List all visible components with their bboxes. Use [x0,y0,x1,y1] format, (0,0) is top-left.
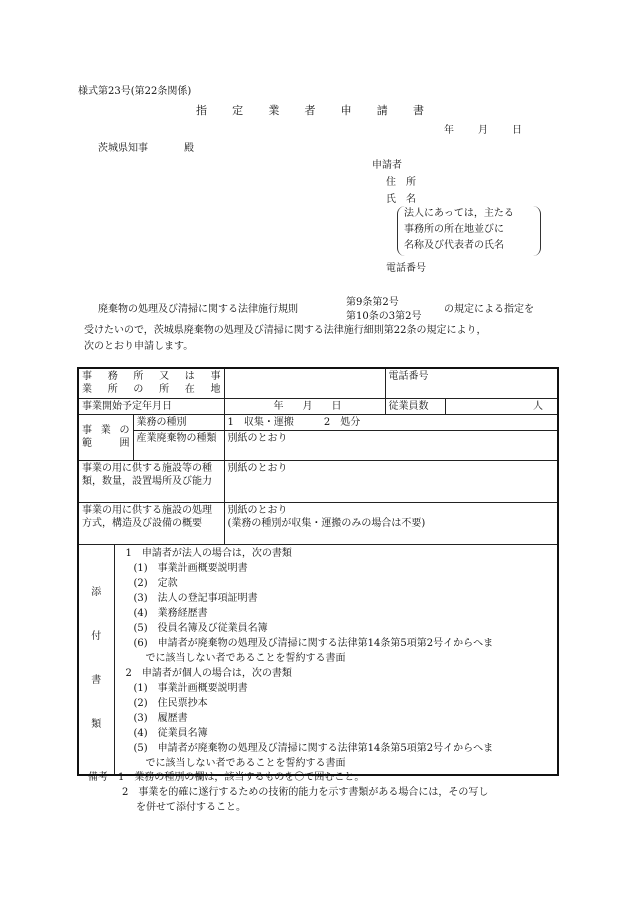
paragraph-law: 廃棄物の処理及び清掃に関する法律施行規則 [98,304,298,315]
attachment-item: (5) 申請者が廃棄物の処理及び清掃に関する法律第14条第5項第2号イからへま [133,742,494,754]
business-type-options[interactable]: 1 収集・運搬 2 処分 [224,414,558,430]
paragraph-line-2: 受けたいので，茨城県廃棄物の処理及び清掃に関する法律施行細則第22条の規定により， [84,325,487,336]
addressee: 茨城県知事 殿 [98,143,194,154]
start-date-field[interactable]: 年 月 日 [224,398,385,414]
attachment-item: (3) 法人の登記事項証明書 [133,592,258,604]
attachments-list [114,544,558,775]
attachment-item: (5) 役員名簿及び従業員名簿 [133,622,268,634]
start-date-label: 事業開始予定年月日 [78,398,224,414]
attachment-item: (1) 事業計画概要説明書 [133,562,248,574]
processing-method-label: 事業の用に供する施設の処理方式，構造及び設備の概要 [78,502,224,544]
applicant-label: 申請者 [372,160,402,171]
facility-value: 別紙のとおり [224,460,558,502]
office-address-label: 事 務 所 又 は 事 業 所 の 所 在 地 [78,368,224,398]
attachment-item: (6) 申請者が廃棄物の処理及び清掃に関する法律第14条第5項第2号イからへま [133,637,494,649]
attachment-item: でに該当しない者であることを誓約する書面 [145,757,346,769]
form-code: 様式第23号(第22条関係) [78,86,192,97]
address-label: 住 所 [386,177,416,188]
attachment-item: (1) 事業計画概要説明書 [133,682,248,694]
attachment-item: でに該当しない者であることを誓約する書面 [145,652,346,664]
attachments-label: 添 付 書 類 [78,544,114,775]
employees-field[interactable]: 人 [445,398,558,414]
right-paren [528,206,541,256]
document-title: 指 定 業 者 申 請 書 [196,104,424,117]
paragraph-articles: 第9条第2号 第10条の3第2号 [346,297,422,322]
attachment-item: (2) 定款 [133,577,178,589]
processing-method-value: 別紙のとおり (業務の種別が収集・運搬のみの場合は不要) [224,502,558,544]
attachment-item: 2 申請者が個人の場合は，次の書類 [125,667,292,679]
attachment-item: 1 申請者が法人の場合は，次の書類 [125,547,292,559]
office-phone-field[interactable]: 電話番号 [385,368,558,398]
attachment-item: (2) 住民票抄本 [133,697,208,709]
phone-label: 電話番号 [386,263,426,274]
date-line: 年 月 日 [444,125,522,136]
office-address-field[interactable] [224,368,385,398]
waste-type-label: 産業廃棄物の種類 [133,430,224,460]
attachment-item: (3) 履歴書 [133,712,188,724]
facility-label: 事業の用に供する施設等の種類，数量，設置場所及び能力 [78,460,224,502]
business-type-label: 業務の種別 [133,414,224,430]
employees-label: 従業員数 [385,398,445,414]
paragraph-line-3: 次のとおり申請します。 [84,341,194,352]
notes: 備考 1 業務の種別の欄は，該当するものを〇で囲むこと。 2 事業を的確に遂行するための技術的能力を示す書類がある場合には，その写し を併せて添付すること。 [88,772,489,813]
waste-type-value: 別紙のとおり [224,430,558,460]
business-scope-label: 事 業 の 範 囲 [78,414,133,460]
application-table [77,367,559,776]
attachment-item: (4) 従業員名簿 [133,727,208,739]
name-label: 氏 名 [386,194,416,205]
paragraph-tail: の規定による指定を [444,304,534,315]
corporate-note: 法人にあっては，主たる 事務所の所在地並びに 名称及び代表者の氏名 [404,208,514,251]
attachment-item: (4) 業務経歴書 [133,607,208,619]
